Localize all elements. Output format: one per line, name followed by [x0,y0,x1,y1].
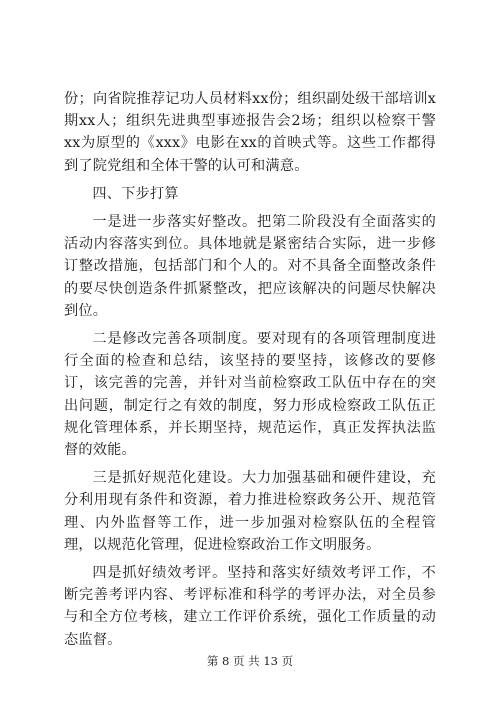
paragraph-standardization: 三是抓好规范化建设。大力加强基础和硬件建设，充分利用现有条件和资源，着力推进检察政务公开、规范管理、内外监督等工作，进一步加强对检察队伍的全程管理，以规范化管理，促进检察政治工作文明服务。 [64,470,436,553]
paragraph-rectification: 一是进一步落实好整改。把第二阶段没有全面落实的活动内容落实到位。具体地就是紧密结合实际，进一步修订整改措施，包括部门和个人的。对不具备全面整改条件的要尽快创造条件抓紧整改，把应该解决的问题尽快解决到位。 [64,214,436,319]
page-number: 第 8 页 共 13 页 [206,654,294,668]
paragraph-systems: 二是修改完善各项制度。要对现有的各项管理制度进行全面的检查和总结，该坚持的要坚持，该修改的要修订，该完善的完善，并针对当前检察政工队伍中存在的突出问题，制定行之有效的制度，努力形成检察政工队伍正规化管理体系，并长期坚持，规范运作，真正发挥执法监督的效能。 [64,331,436,459]
paragraph-continuation: 份；向省院推荐记功人员材料xx份；组织副处级干部培训x期xx人；组织先进典型事迹报告会2场；组织以检察干警xx为原型的《xxx》电影在xx的首映式等。这些工作都得到了院党组和全体干警的认可和满意。 [64,91,436,174]
document-body [64,88,436,651]
paragraph-performance-evaluation: 四是抓好绩效考评。坚持和落实好绩效考评工作，不断完善考评内容、考评标准和科学的考评办法，对全员参与和全方位考核，建立工作评价系统，强化工作质量的动态监督。 [64,565,436,648]
section-heading-next-steps: 四、下步打算 [92,185,179,202]
